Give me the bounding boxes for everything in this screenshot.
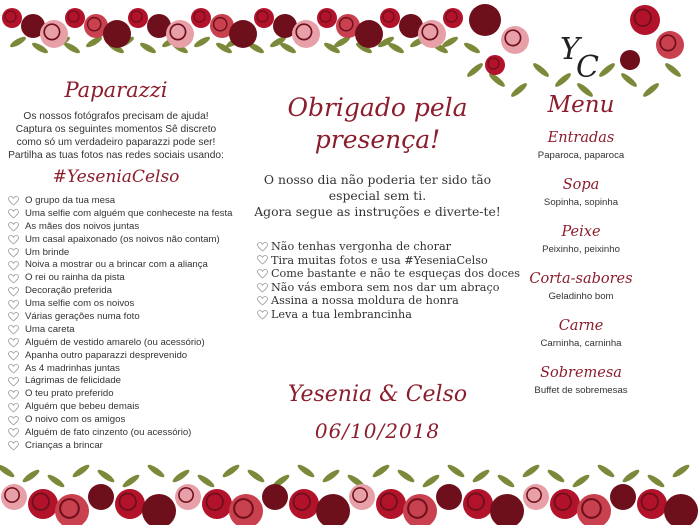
leaf bbox=[71, 463, 91, 479]
course-name: Sobremesa bbox=[540, 365, 622, 381]
checklist-item bbox=[8, 221, 232, 234]
checklist-item bbox=[8, 427, 232, 440]
heart-outline-icon bbox=[8, 209, 19, 219]
checklist-item-label: Alguém de fato cinzento (ou acessório) bbox=[25, 427, 192, 439]
leaf bbox=[396, 468, 416, 484]
heart-outline-icon bbox=[8, 300, 19, 310]
couple-names: Yesenia & Celso bbox=[287, 382, 468, 407]
hashtag: #YeseniaCelso bbox=[52, 167, 180, 187]
checklist-item bbox=[8, 388, 232, 401]
menu-course bbox=[508, 177, 654, 208]
heart-outline-icon bbox=[8, 441, 19, 451]
checklist-item-label: Uma selfie com alguém que conheceste na festa bbox=[25, 207, 233, 219]
checklist-item bbox=[8, 350, 232, 363]
leaf bbox=[296, 463, 316, 479]
heart-outline-icon bbox=[8, 235, 19, 245]
checklist-item-label: As 4 madrinhas juntas bbox=[25, 362, 120, 374]
leaf bbox=[371, 463, 391, 479]
checklist-item bbox=[8, 363, 232, 376]
photo-checklist bbox=[0, 195, 232, 453]
instruction-item-label: Não tenhas vergonha de chorar bbox=[271, 240, 451, 253]
instruction-item bbox=[257, 240, 505, 254]
leaf bbox=[193, 35, 212, 49]
course-name: Carne bbox=[558, 318, 604, 334]
menu-course bbox=[508, 318, 654, 349]
leaf bbox=[46, 473, 66, 489]
checklist-item-label: Uma selfie com os noivos bbox=[25, 298, 135, 310]
checklist-item-label: Um brinde bbox=[25, 246, 70, 258]
leaf bbox=[387, 41, 406, 55]
thank-you-message-line: Agora segue as instruções e diverte-te! bbox=[254, 204, 501, 219]
leaf bbox=[0, 463, 16, 479]
leaf bbox=[221, 463, 241, 479]
leaf bbox=[496, 473, 516, 489]
leaf bbox=[531, 61, 550, 78]
checklist-item bbox=[8, 247, 232, 260]
bottom-floral-border bbox=[0, 453, 700, 525]
heart-outline-icon bbox=[8, 351, 19, 361]
checklist-item bbox=[8, 414, 232, 427]
instruction-item-label: Leva a tua lembrancinha bbox=[271, 307, 412, 321]
leaf bbox=[446, 463, 466, 479]
course-name: Corta-sabores bbox=[529, 271, 633, 287]
checklist-item bbox=[8, 195, 232, 208]
heart-outline-icon bbox=[8, 377, 19, 387]
checklist-item-label: Uma careta bbox=[25, 323, 75, 335]
checklist-item bbox=[8, 234, 232, 247]
leaf bbox=[621, 468, 641, 484]
checklist-item-label: Noiva a mostrar ou a brincar com a aliança bbox=[25, 259, 208, 271]
checklist-item-label: O grupo da tua mesa bbox=[25, 195, 116, 206]
leaf bbox=[421, 473, 441, 489]
monogram-initial-c: C bbox=[576, 50, 599, 85]
thank-you-message-line: O nosso dia não poderia ter sido tão bbox=[263, 172, 492, 187]
heart-outline-icon bbox=[8, 338, 19, 348]
instruction-item bbox=[257, 254, 505, 268]
leaf bbox=[571, 473, 591, 489]
heart-outline-icon bbox=[257, 255, 268, 265]
monogram bbox=[552, 32, 610, 88]
course-dish: Peixinho, peixinho bbox=[542, 244, 620, 255]
leaf bbox=[321, 468, 341, 484]
leaf bbox=[63, 41, 82, 55]
thank-you-title-line2: presença! bbox=[314, 125, 441, 154]
menu-course bbox=[508, 130, 654, 161]
heart-outline-icon bbox=[8, 312, 19, 322]
leaf bbox=[471, 468, 491, 484]
heart-outline-icon bbox=[8, 248, 19, 258]
menu-panel bbox=[508, 92, 654, 396]
thank-you-panel bbox=[250, 92, 521, 443]
thank-you-message bbox=[250, 172, 505, 220]
instruction-item bbox=[257, 267, 521, 281]
menu-course bbox=[508, 271, 654, 302]
checklist-item-label: Crianças a brincar bbox=[25, 439, 103, 451]
heart-outline-icon bbox=[8, 403, 19, 413]
course-dish: Paparoca, paparoca bbox=[537, 150, 625, 161]
checklist-item bbox=[8, 440, 232, 453]
checklist-item bbox=[8, 375, 232, 388]
instruction-item-label: Come bastante e não te esqueças dos doces bbox=[271, 267, 521, 281]
leaf bbox=[521, 463, 541, 479]
heart-outline-icon bbox=[8, 222, 19, 232]
checklist-item-label: Alguém que bebeu demais bbox=[25, 401, 140, 413]
course-name: Sopa bbox=[562, 177, 600, 193]
floral-decoration-bottom bbox=[0, 453, 700, 525]
menu-courses bbox=[508, 130, 654, 396]
leaf bbox=[96, 468, 116, 484]
instruction-item bbox=[257, 308, 505, 322]
checklist-item-label: As mães dos noivos juntas bbox=[25, 220, 140, 232]
heart-outline-icon bbox=[8, 261, 19, 271]
heart-outline-icon bbox=[257, 296, 268, 306]
checklist-item-label: Alguém de vestido amarelo (ou acessório) bbox=[25, 336, 205, 348]
heart-outline-icon bbox=[257, 269, 268, 279]
leaf bbox=[546, 468, 566, 484]
checklist-item bbox=[8, 208, 232, 221]
checklist-item-label: O noivo com os amigos bbox=[25, 414, 126, 426]
leaf bbox=[196, 473, 216, 489]
checklist-item bbox=[8, 272, 232, 285]
instruction-item bbox=[257, 294, 505, 308]
course-dish: Carninha, carninha bbox=[540, 338, 622, 349]
leaf bbox=[663, 61, 682, 78]
heart-outline-icon bbox=[8, 196, 19, 206]
instruction-item bbox=[257, 281, 505, 295]
paparazzi-panel bbox=[0, 78, 232, 453]
menu-course bbox=[508, 365, 654, 396]
course-dish: Sopinha, sopinha bbox=[543, 197, 619, 208]
menu-course bbox=[508, 224, 654, 255]
heart-outline-icon bbox=[257, 283, 268, 293]
leaf bbox=[619, 71, 638, 88]
course-name: Entradas bbox=[547, 130, 615, 146]
instruction-item-label: Não vás embora sem nos dar um abraço bbox=[271, 280, 500, 294]
heart-outline-icon bbox=[257, 310, 268, 320]
heart-outline-icon bbox=[257, 242, 268, 252]
checklist-item bbox=[8, 259, 232, 272]
checklist-item bbox=[8, 401, 232, 414]
checklist-item-label: O teu prato preferido bbox=[25, 388, 114, 400]
paparazzi-intro: Os nossos fotógrafos precisam de ajuda! Captura os seguintes momentos Sê discreto como só um verdadeiro paparazzi pode ser! Partilha as tuas fotos nas redes sociais usando: bbox=[8, 111, 224, 161]
checklist-item-label: Decoração preferida bbox=[25, 285, 112, 297]
leaf bbox=[21, 468, 41, 484]
menu-title: Menu bbox=[547, 92, 615, 118]
thank-you-title-line1: Obrigado pela bbox=[287, 93, 468, 122]
leaf bbox=[246, 468, 266, 484]
course-dish: Geladinho bom bbox=[548, 291, 614, 302]
leaf bbox=[9, 35, 28, 49]
checklist-item-label: Várias gerações numa foto bbox=[25, 311, 140, 323]
leaf bbox=[171, 468, 191, 484]
leaf bbox=[465, 61, 484, 78]
heart-outline-icon bbox=[8, 325, 19, 335]
leaf bbox=[646, 473, 666, 489]
leaf bbox=[596, 463, 616, 479]
checklist-item-label: Apanha outro paparazzi desprevenido bbox=[25, 349, 188, 361]
leaf bbox=[671, 463, 691, 479]
heart-outline-icon bbox=[8, 364, 19, 374]
monogram-initial-y: Y bbox=[560, 32, 580, 67]
checklist-item bbox=[8, 285, 232, 298]
heart-outline-icon bbox=[8, 428, 19, 438]
course-dish: Buffet de sobremesas bbox=[534, 385, 628, 396]
paparazzi-title: Paparazzi bbox=[64, 78, 168, 102]
leaf bbox=[139, 41, 158, 55]
leaf bbox=[146, 463, 166, 479]
leaf bbox=[121, 473, 141, 489]
checklist-item-label: O rei ou rainha da pista bbox=[25, 272, 125, 284]
instruction-item-label: Tira muitas fotos e usa #YeseniaCelso bbox=[271, 253, 488, 267]
thank-you-message-line: especial sem ti. bbox=[328, 188, 427, 203]
checklist-item bbox=[8, 324, 232, 337]
heart-outline-icon bbox=[8, 287, 19, 297]
course-name: Peixe bbox=[561, 224, 601, 240]
heart-outline-icon bbox=[8, 274, 19, 284]
instructions-list bbox=[250, 240, 521, 322]
checklist-item bbox=[8, 298, 232, 311]
instruction-item-label: Assina a nossa moldura de honra bbox=[271, 294, 459, 308]
checklist-item bbox=[8, 337, 232, 350]
wedding-date: 06/10/2018 bbox=[314, 419, 441, 443]
heart-outline-icon bbox=[8, 416, 19, 426]
checklist-item-label: Lágrimas de felicidade bbox=[25, 375, 121, 387]
heart-outline-icon bbox=[8, 390, 19, 400]
checklist-item-label: Um casal apaixonado (os noivos não contam) bbox=[25, 233, 220, 245]
leaf bbox=[279, 41, 298, 55]
checklist-item bbox=[8, 311, 232, 324]
